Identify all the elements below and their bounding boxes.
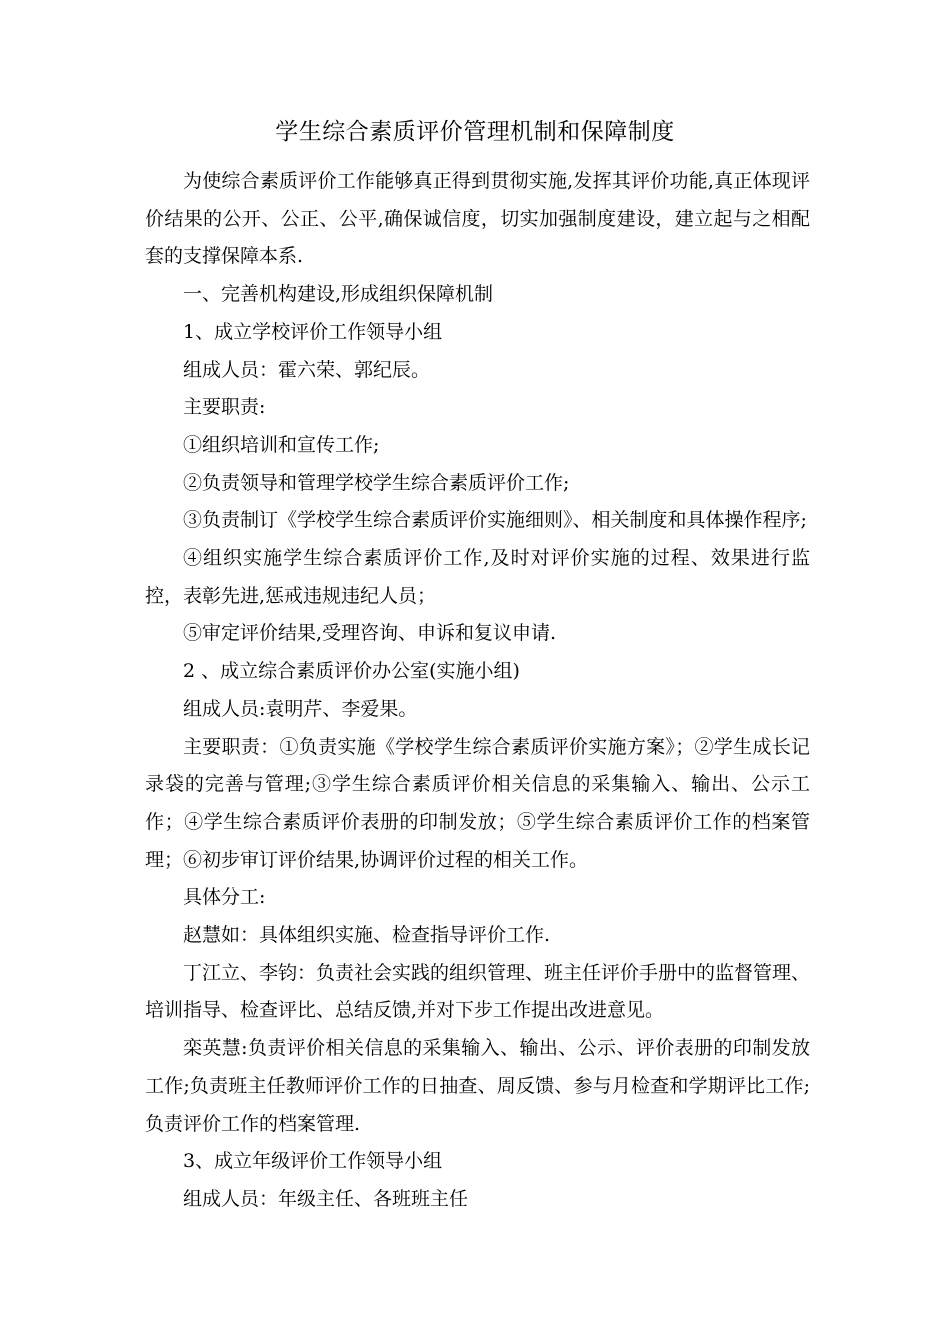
document-title: 学生综合素质评价管理机制和保障制度 bbox=[275, 119, 675, 145]
paragraph-duties-2: 主要职责：①负责实施《学校学生综合素质评价实施方案》；②学生成长记录袋的完善与管理;③学生综合素质评价相关信息的采集输入、输出、公示工作；④学生综合素质评价表册的印制发放；⑤学生综合素质评价工作的档案管理；⑥初步审订评价结果,协调评价过程的相关工作。 bbox=[145, 735, 810, 871]
division-item-2: 丁江立、李钧：负责社会实践的组织管理、班主任评价手册中的监督管理、培训指导、检查评比、总结反馈,并对下步工作提出改进意见。 bbox=[145, 961, 811, 1022]
subsection-heading-2: 2 、成立综合素质评价办公室(实施小组) bbox=[183, 660, 520, 683]
duty-item-1: ①组织培训和宣传工作; bbox=[183, 433, 380, 456]
subsection-heading-1: 1、成立学校评价工作领导小组 bbox=[183, 320, 443, 343]
division-item-1: 赵慧如：具体组织实施、检查指导评价工作. bbox=[183, 924, 551, 947]
subsection-heading-3: 3、成立年级评价工作领导小组 bbox=[183, 1150, 443, 1173]
paragraph-members-1: 组成人员：霍六荣、郭纪辰。 bbox=[183, 358, 431, 381]
paragraph-members-3: 组成人员：年级主任、各班班主任 bbox=[183, 1187, 469, 1210]
paragraph-intro: 为使综合素质评价工作能够真正得到贯彻实施,发挥其评价功能,真正体现评价结果的公开、公正、公平,确保诚信度，切实加强制度建设，建立起与之相配套的支撑保障本系. bbox=[145, 170, 810, 268]
paragraph-duties-label-1: 主要职责: bbox=[183, 396, 266, 419]
duty-item-2: ②负责领导和管理学校学生综合素质评价工作; bbox=[183, 471, 570, 494]
paragraph-division-label: 具体分工: bbox=[183, 886, 266, 909]
section-heading-1: 一、完善机构建设,形成组织保障机制 bbox=[183, 283, 494, 306]
duty-item-4: ④组织实施学生综合素质评价工作,及时对评价实施的过程、效果进行监控，表彰先进,惩戒违规违纪人员； bbox=[145, 547, 810, 607]
paragraph-members-2: 组成人员:袁明芹、李爱果。 bbox=[183, 697, 418, 720]
division-item-3: 栾英慧:负责评价相关信息的采集输入、输出、公示、评价表册的印制发放工作;负责班主任教师评价工作的日抽查、周反馈、参与月检查和学期评比工作;负责评价工作的档案管理. bbox=[145, 1037, 810, 1135]
document-body bbox=[145, 163, 810, 1219]
duty-item-3: ③负责制订《学校学生综合素质评价实施细则》、相关制度和具体操作程序; bbox=[183, 509, 807, 532]
duty-item-5: ⑤审定评价结果,受理咨询、申诉和复议申请. bbox=[183, 622, 557, 645]
